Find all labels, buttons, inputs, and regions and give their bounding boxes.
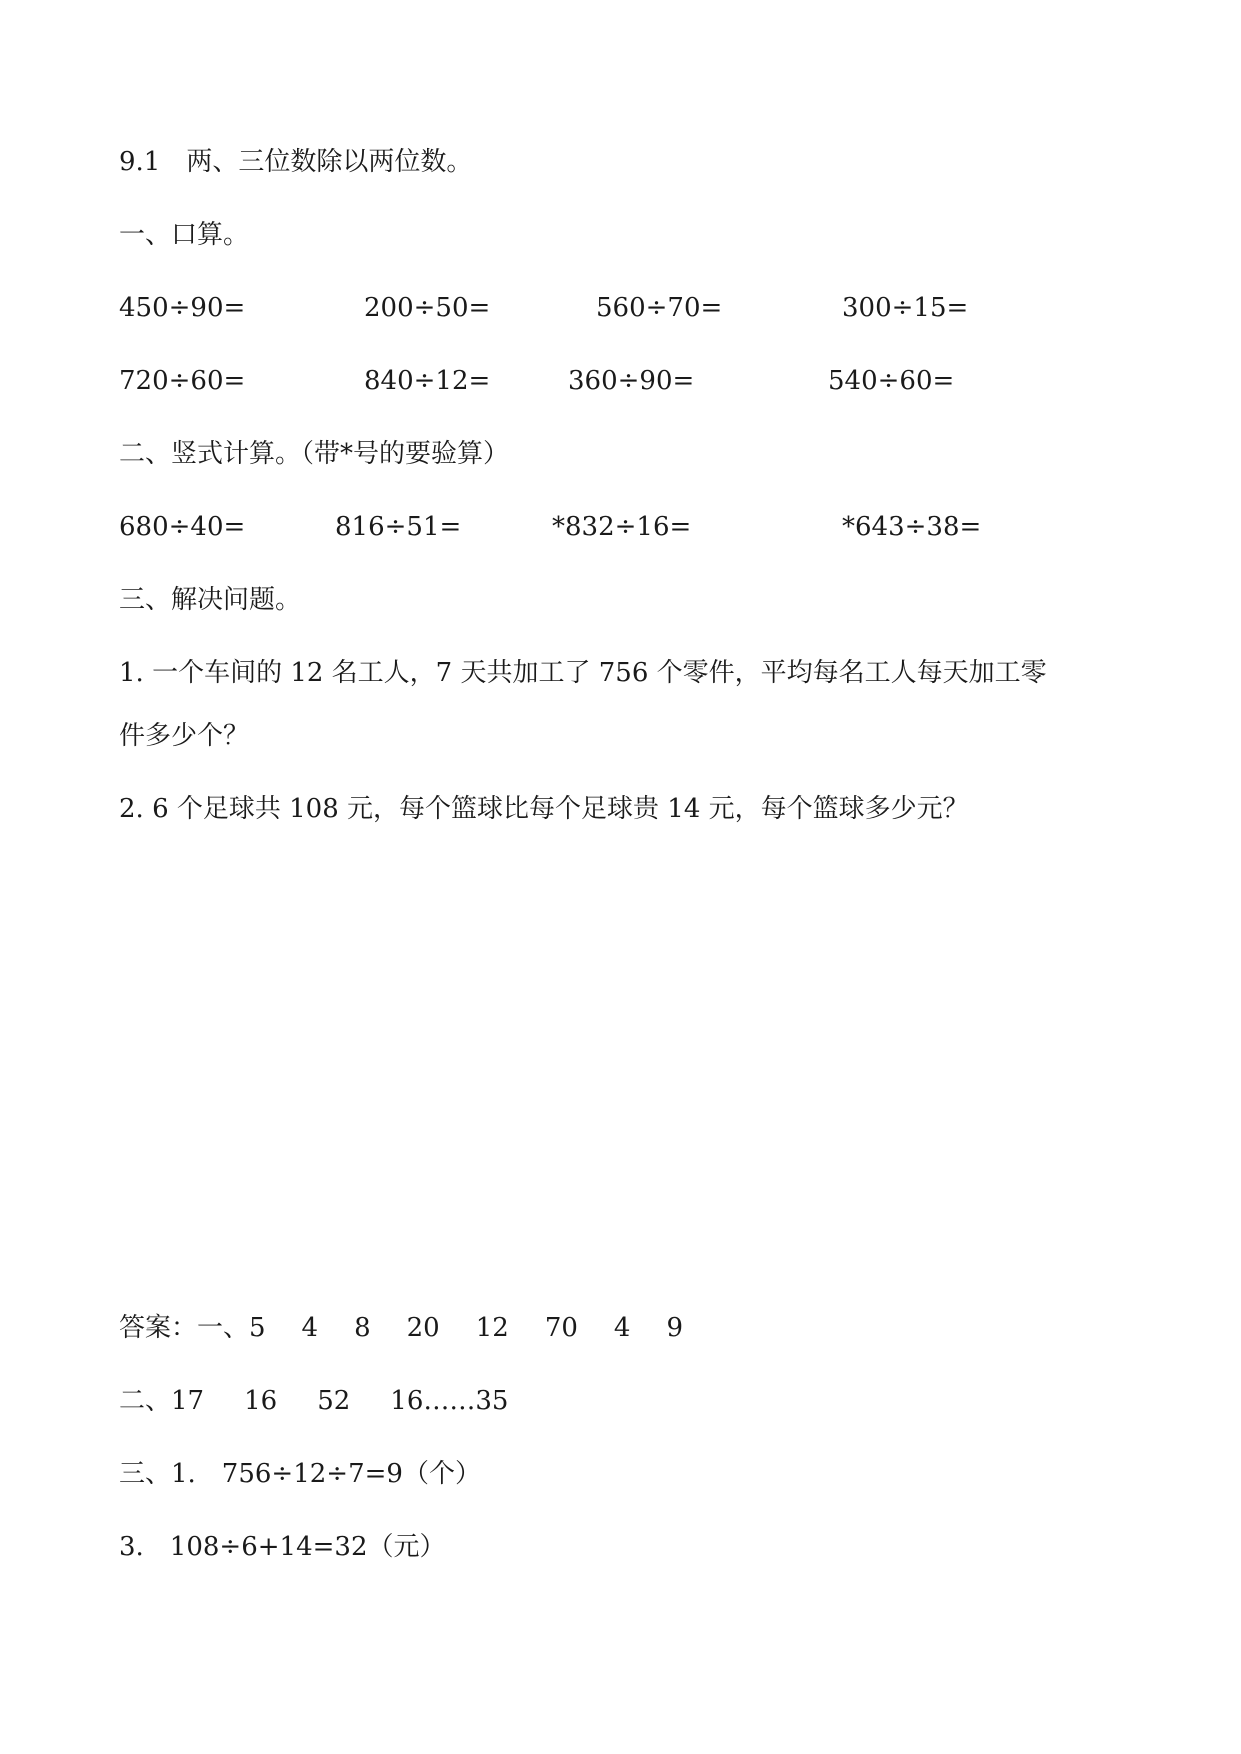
oral-problem: 360÷90=	[568, 366, 695, 396]
answers-line-4: 3. 108÷6+14=32（元）	[119, 1532, 446, 1562]
oral-problem: 200÷50=	[364, 293, 491, 323]
answer-value: 8	[354, 1313, 371, 1343]
oral-problem: 720÷60=	[119, 366, 246, 396]
answers-line-3: 三、1. 756÷12÷7=9（个）	[119, 1459, 481, 1489]
section2-heading: 二、竖式计算。（带*号的要验算）	[119, 439, 510, 469]
question-1: 1. 一个车间的 12 名工人，7 天共加工了 756 个零件，平均每名工人每天加工零	[119, 658, 1047, 688]
page-title: 9.1 两、三位数除以两位数。	[119, 147, 473, 177]
oral-problem: 450÷90=	[119, 293, 246, 323]
section3-heading: 三、解决问题。	[119, 585, 302, 615]
question-1-continued: 件多少个？	[119, 721, 250, 751]
answer-value: 12	[475, 1313, 509, 1343]
vertical-problem: *832÷16=	[552, 512, 692, 542]
answer-value: 16	[244, 1386, 278, 1416]
oral-problem: 300÷15=	[842, 293, 969, 323]
answer-value: 20	[406, 1313, 440, 1343]
answer-prefix: 二、17	[119, 1386, 205, 1416]
answers-line-2	[119, 1385, 508, 1417]
vertical-problem: 816÷51=	[335, 512, 462, 542]
answer-value: 70	[544, 1313, 578, 1343]
answer-value: 16……35	[390, 1386, 509, 1416]
oral-problem: 560÷70=	[596, 293, 723, 323]
answer-value: 4	[613, 1313, 631, 1343]
oral-problem: 840÷12=	[364, 366, 491, 396]
answer-value: 9	[666, 1313, 684, 1343]
answers-line-1	[119, 1312, 683, 1344]
section1-heading: 一、口算。	[119, 220, 250, 250]
vertical-problem: *643÷38=	[842, 512, 982, 542]
question-2: 2. 6 个足球共 108 元，每个篮球比每个足球贵 14 元，每个篮球多少元？	[119, 794, 969, 824]
answer-prefix: 答案：一、5	[119, 1313, 266, 1343]
answer-value: 4	[301, 1313, 319, 1343]
answer-value: 52	[317, 1386, 351, 1416]
oral-problem: 540÷60=	[828, 366, 955, 396]
vertical-problem: 680÷40=	[119, 512, 246, 542]
